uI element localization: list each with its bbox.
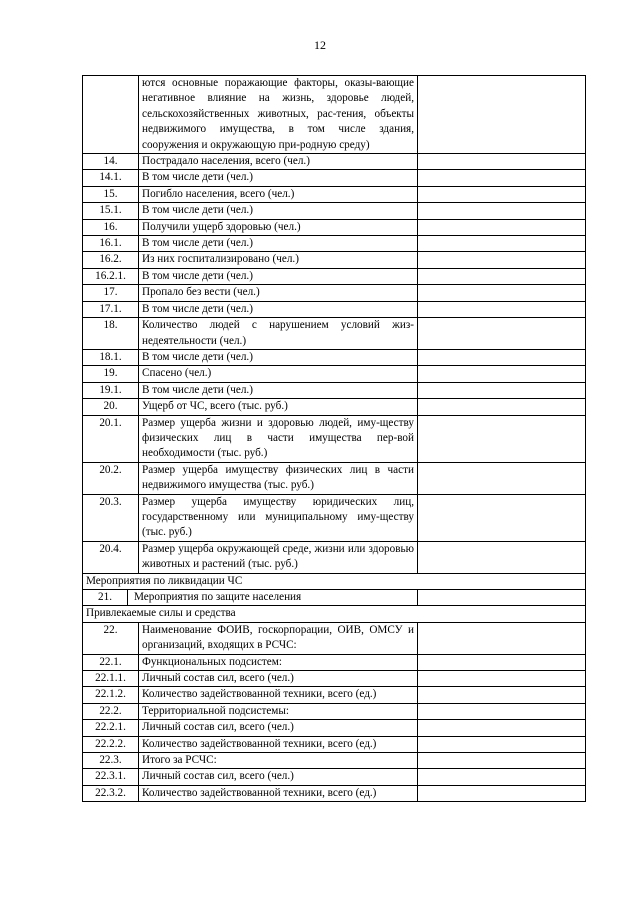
section-row (83, 606, 586, 622)
row-label: В том числе дети (чел.) (139, 236, 418, 252)
row-label: Количество людей с нарушением условий жиз-недеятельности (чел.) (139, 318, 418, 350)
table-row (83, 687, 586, 703)
value-cell[interactable] (418, 462, 586, 494)
row-number: 19.1. (83, 382, 139, 398)
value-cell[interactable] (418, 399, 586, 415)
row-number: 17.1. (83, 301, 139, 317)
table-row (83, 366, 586, 382)
table-row (83, 382, 586, 398)
value-cell[interactable] (418, 382, 586, 398)
row-number: 21. (83, 590, 128, 605)
table-row (83, 703, 586, 719)
table-row (83, 268, 586, 284)
table-row (83, 399, 586, 415)
table-row (83, 186, 586, 202)
section-title: Привлекаемые силы и средства (83, 606, 586, 622)
table-row (83, 462, 586, 494)
value-cell[interactable] (418, 769, 586, 785)
table-row (83, 170, 586, 186)
table-row (83, 154, 586, 170)
row-number: 22.2.2. (83, 736, 139, 752)
row-label: Погибло населения, всего (чел.) (139, 186, 418, 202)
row-label: Личный состав сил, всего (чел.) (139, 671, 418, 687)
row-label: Территориальной подсистемы: (139, 703, 418, 719)
row-number: 14. (83, 154, 139, 170)
value-cell[interactable] (418, 76, 586, 154)
row-label: В том числе дети (чел.) (139, 170, 418, 186)
row-number: 22.1.1. (83, 671, 139, 687)
row-label: Мероприятия по защите населения (134, 591, 302, 603)
row-number: 20.2. (83, 462, 139, 494)
table-row (83, 736, 586, 752)
row-number: 17. (83, 285, 139, 301)
row-label: В том числе дети (чел.) (139, 301, 418, 317)
row-number: 20. (83, 399, 139, 415)
table-row (83, 541, 586, 573)
row-label: Личный состав сил, всего (чел.) (139, 769, 418, 785)
row-number: 22.1.2. (83, 687, 139, 703)
row-label: Ущерб от ЧС, всего (тыс. руб.) (139, 399, 418, 415)
row-label: Пострадало населения, всего (чел.) (139, 154, 418, 170)
row-number: 16.1. (83, 236, 139, 252)
table-row (83, 236, 586, 252)
value-cell[interactable] (418, 494, 586, 541)
table-row (83, 415, 586, 462)
table-row (83, 301, 586, 317)
table-row (83, 654, 586, 670)
value-cell[interactable] (418, 318, 586, 350)
row-label: Спасено (чел.) (139, 366, 418, 382)
row-label: Количество задействованной техники, всего (ед.) (139, 785, 418, 801)
value-cell[interactable] (418, 236, 586, 252)
row-label: В том числе дети (чел.) (139, 268, 418, 284)
table-row (83, 671, 586, 687)
row-label: ются основные поражающие факторы, оказы-вающие негативное влияние на жизнь, здоровье людей, сельскохозяйственных животных, рас-тения, объекты недвижимого имущества, в том числе здания, сооружения и окружающую при-родную среду) (139, 76, 418, 154)
table-row (83, 494, 586, 541)
value-cell[interactable] (418, 590, 586, 606)
row-label: Функциональных подсистем: (139, 654, 418, 670)
table-row (83, 203, 586, 219)
value-cell[interactable] (418, 671, 586, 687)
table-row (83, 769, 586, 785)
row-label: Наименование ФОИВ, госкорпорации, ОИВ, ОМСУ и организаций, входящих в РСЧС: (139, 622, 418, 654)
value-cell[interactable] (418, 186, 586, 202)
row-label: Размер ущерба жизни и здоровью людей, иму-ществу физических лиц в части имущества пер-вой необходимости (тыс. руб.) (139, 415, 418, 462)
table-row (83, 318, 586, 350)
row-number: 22. (83, 622, 139, 654)
value-cell[interactable] (418, 154, 586, 170)
table-row (83, 785, 586, 801)
row-label: Размер ущерба имуществу физических лиц в части недвижимого имущества (тыс. руб.) (139, 462, 418, 494)
table-row (83, 720, 586, 736)
table-row (83, 622, 586, 654)
report-table-body (83, 76, 586, 802)
row-label: Личный состав сил, всего (чел.) (139, 720, 418, 736)
row-number (83, 76, 139, 154)
row-number: 18. (83, 318, 139, 350)
row-number: 16.2.1. (83, 268, 139, 284)
row-label: В том числе дети (чел.) (139, 349, 418, 365)
row-label: В том числе дети (чел.) (139, 203, 418, 219)
section-title: Мероприятия по ликвидации ЧС (83, 573, 586, 589)
value-cell[interactable] (418, 203, 586, 219)
value-cell[interactable] (418, 654, 586, 670)
row-number: 18.1. (83, 349, 139, 365)
row-label: Размер ущерба имуществу юридических лиц, государственному или муниципальному иму-ществу (тыс. руб.) (139, 494, 418, 541)
value-cell[interactable] (418, 366, 586, 382)
value-cell[interactable] (418, 219, 586, 235)
row-number: 22.2.1. (83, 720, 139, 736)
row-number: 19. (83, 366, 139, 382)
value-cell[interactable] (418, 349, 586, 365)
row-label: В том числе дети (чел.) (139, 382, 418, 398)
value-cell[interactable] (418, 753, 586, 769)
value-cell[interactable] (418, 285, 586, 301)
row-number: 16. (83, 219, 139, 235)
table-row (83, 219, 586, 235)
row-label: Пропало без вести (чел.) (139, 285, 418, 301)
value-cell[interactable] (418, 720, 586, 736)
value-cell[interactable] (418, 415, 586, 462)
row-number: 22.3.1. (83, 769, 139, 785)
row-number: 22.2. (83, 703, 139, 719)
value-cell[interactable] (418, 252, 586, 268)
table-row (83, 252, 586, 268)
row-number: 22.3.2. (83, 785, 139, 801)
section-row (83, 573, 586, 589)
row-label: Количество задействованной техники, всего (ед.) (139, 687, 418, 703)
table-row (83, 590, 586, 606)
page-number: 12 (314, 38, 326, 52)
value-cell[interactable] (418, 301, 586, 317)
value-cell[interactable] (418, 268, 586, 284)
row-number: 20.1. (83, 415, 139, 462)
value-cell[interactable] (418, 703, 586, 719)
row-label: Размер ущерба окружающей среде, жизни или здоровью животных и растений (тыс. руб.) (139, 541, 418, 573)
row-label: Из них госпитализировано (чел.) (139, 252, 418, 268)
table-row (83, 76, 586, 154)
row-label: Количество задействованной техники, всего (ед.) (139, 736, 418, 752)
table-row (83, 285, 586, 301)
row-number: 22.1. (83, 654, 139, 670)
row-number: 15.1. (83, 203, 139, 219)
row-label: Получили ущерб здоровью (чел.) (139, 219, 418, 235)
value-cell[interactable] (418, 687, 586, 703)
value-cell[interactable] (418, 541, 586, 573)
row-number: 20.4. (83, 541, 139, 573)
row-number: 22.3. (83, 753, 139, 769)
value-cell[interactable] (418, 785, 586, 801)
row-number: 16.2. (83, 252, 139, 268)
row-number: 15. (83, 186, 139, 202)
report-table (82, 75, 586, 802)
row-number: 14.1. (83, 170, 139, 186)
value-cell[interactable] (418, 736, 586, 752)
value-cell[interactable] (418, 622, 586, 654)
merged-item-cell (83, 590, 418, 606)
table-row (83, 753, 586, 769)
value-cell[interactable] (418, 170, 586, 186)
table-row (83, 349, 586, 365)
row-label: Итого за РСЧС: (139, 753, 418, 769)
row-number: 20.3. (83, 494, 139, 541)
